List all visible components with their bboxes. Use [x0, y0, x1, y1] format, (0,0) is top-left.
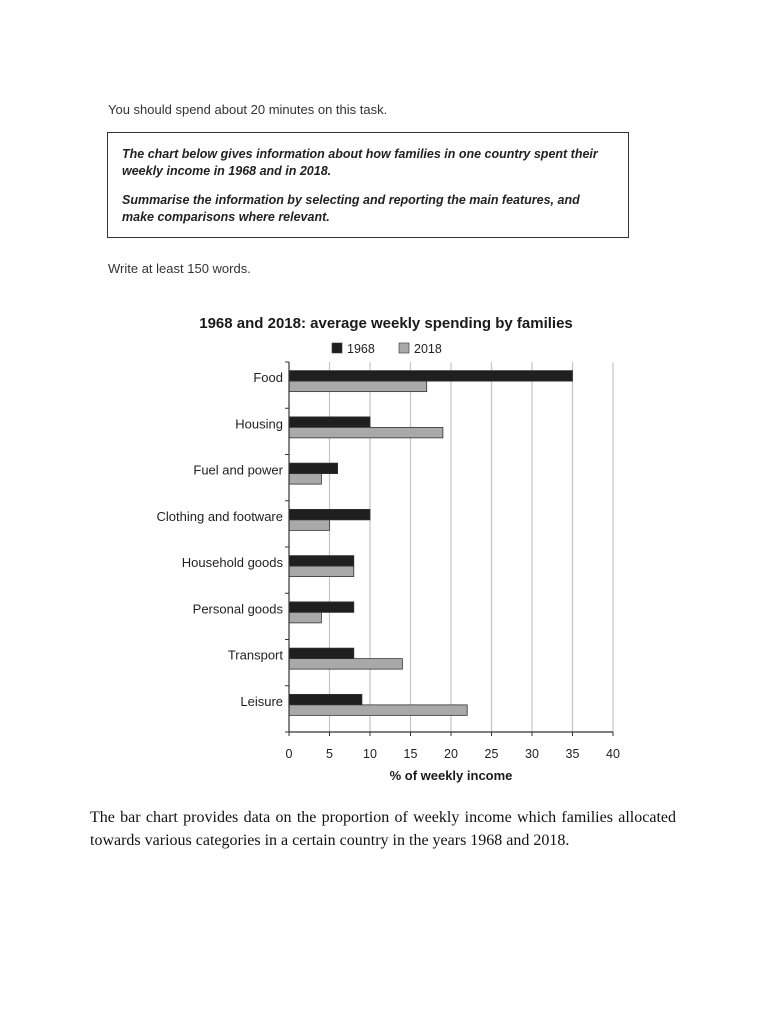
category-label-housing: Housing [235, 416, 283, 432]
x-tick-label-40: 40 [606, 747, 620, 761]
legend-swatch-1968 [332, 343, 342, 353]
x-tick-label-25: 25 [484, 747, 499, 761]
category-label-clothing-and-footware: Clothing and footware [156, 508, 283, 524]
legend-label-1968: 1968 [347, 342, 375, 356]
bar-1968-fuel-and-power [289, 463, 338, 474]
bar-chart [0, 300, 768, 790]
chart-legend [332, 342, 442, 356]
summary-paragraph: The bar chart provides data on the proportion of weekly income which families allocated towards various categories in a certain country in the years 1968 and 2018. [90, 809, 676, 849]
legend-swatch-2018 [399, 343, 409, 353]
category-label-personal-goods: Personal goods [192, 601, 283, 617]
bar-2018-leisure [289, 705, 467, 716]
legend-label-2018: 2018 [414, 342, 442, 356]
bar-1968-leisure [289, 694, 362, 705]
x-tick-label-10: 10 [363, 747, 377, 761]
category-label-food: Food [253, 370, 283, 386]
chart-title: 1968 and 2018: average weekly spending by families [199, 315, 573, 332]
task-prompt-directive: Summarise the information by selecting and reporting the main features, and make comparisons where relevant. [122, 193, 580, 224]
x-tick-label-35: 35 [565, 747, 580, 761]
bar-1968-transport [289, 648, 354, 659]
x-tick-labels [286, 747, 620, 761]
x-tick-label-30: 30 [525, 747, 539, 761]
chart-grid [330, 362, 614, 732]
x-tick-label-20: 20 [444, 747, 458, 761]
bar-1968-housing [289, 417, 370, 428]
category-labels [157, 370, 284, 709]
category-label-transport: Transport [227, 647, 283, 663]
bar-2018-personal-goods [289, 612, 321, 623]
task-prompt-description: The chart below gives information about how families in one country spent their weekly income in 1968 and in 2018. [122, 147, 598, 178]
task-prompt-box [107, 132, 629, 238]
word-limit-note: Write at least 150 words. [108, 261, 251, 276]
category-label-household-goods: Household goods [181, 555, 283, 571]
bar-2018-food [289, 381, 427, 392]
category-label-leisure: Leisure [240, 693, 283, 709]
bar-2018-fuel-and-power [289, 474, 321, 485]
bar-2018-clothing-and-footware [289, 520, 330, 531]
bar-2018-transport [289, 659, 402, 670]
chart-bars [289, 371, 573, 716]
bar-1968-clothing-and-footware [289, 509, 370, 520]
x-tick-label-5: 5 [326, 747, 333, 761]
task-instruction: You should spend about 20 minutes on this task. [108, 102, 388, 117]
bar-1968-household-goods [289, 556, 354, 567]
x-axis-title: % of weekly income [389, 768, 513, 783]
bar-2018-household-goods [289, 566, 354, 577]
x-tick-label-15: 15 [403, 747, 418, 761]
x-tick-label-0: 0 [285, 747, 293, 761]
bar-1968-food [289, 371, 573, 382]
category-label-fuel-and-power: Fuel and power [193, 462, 283, 478]
bar-1968-personal-goods [289, 602, 354, 613]
bar-2018-housing [289, 427, 443, 438]
